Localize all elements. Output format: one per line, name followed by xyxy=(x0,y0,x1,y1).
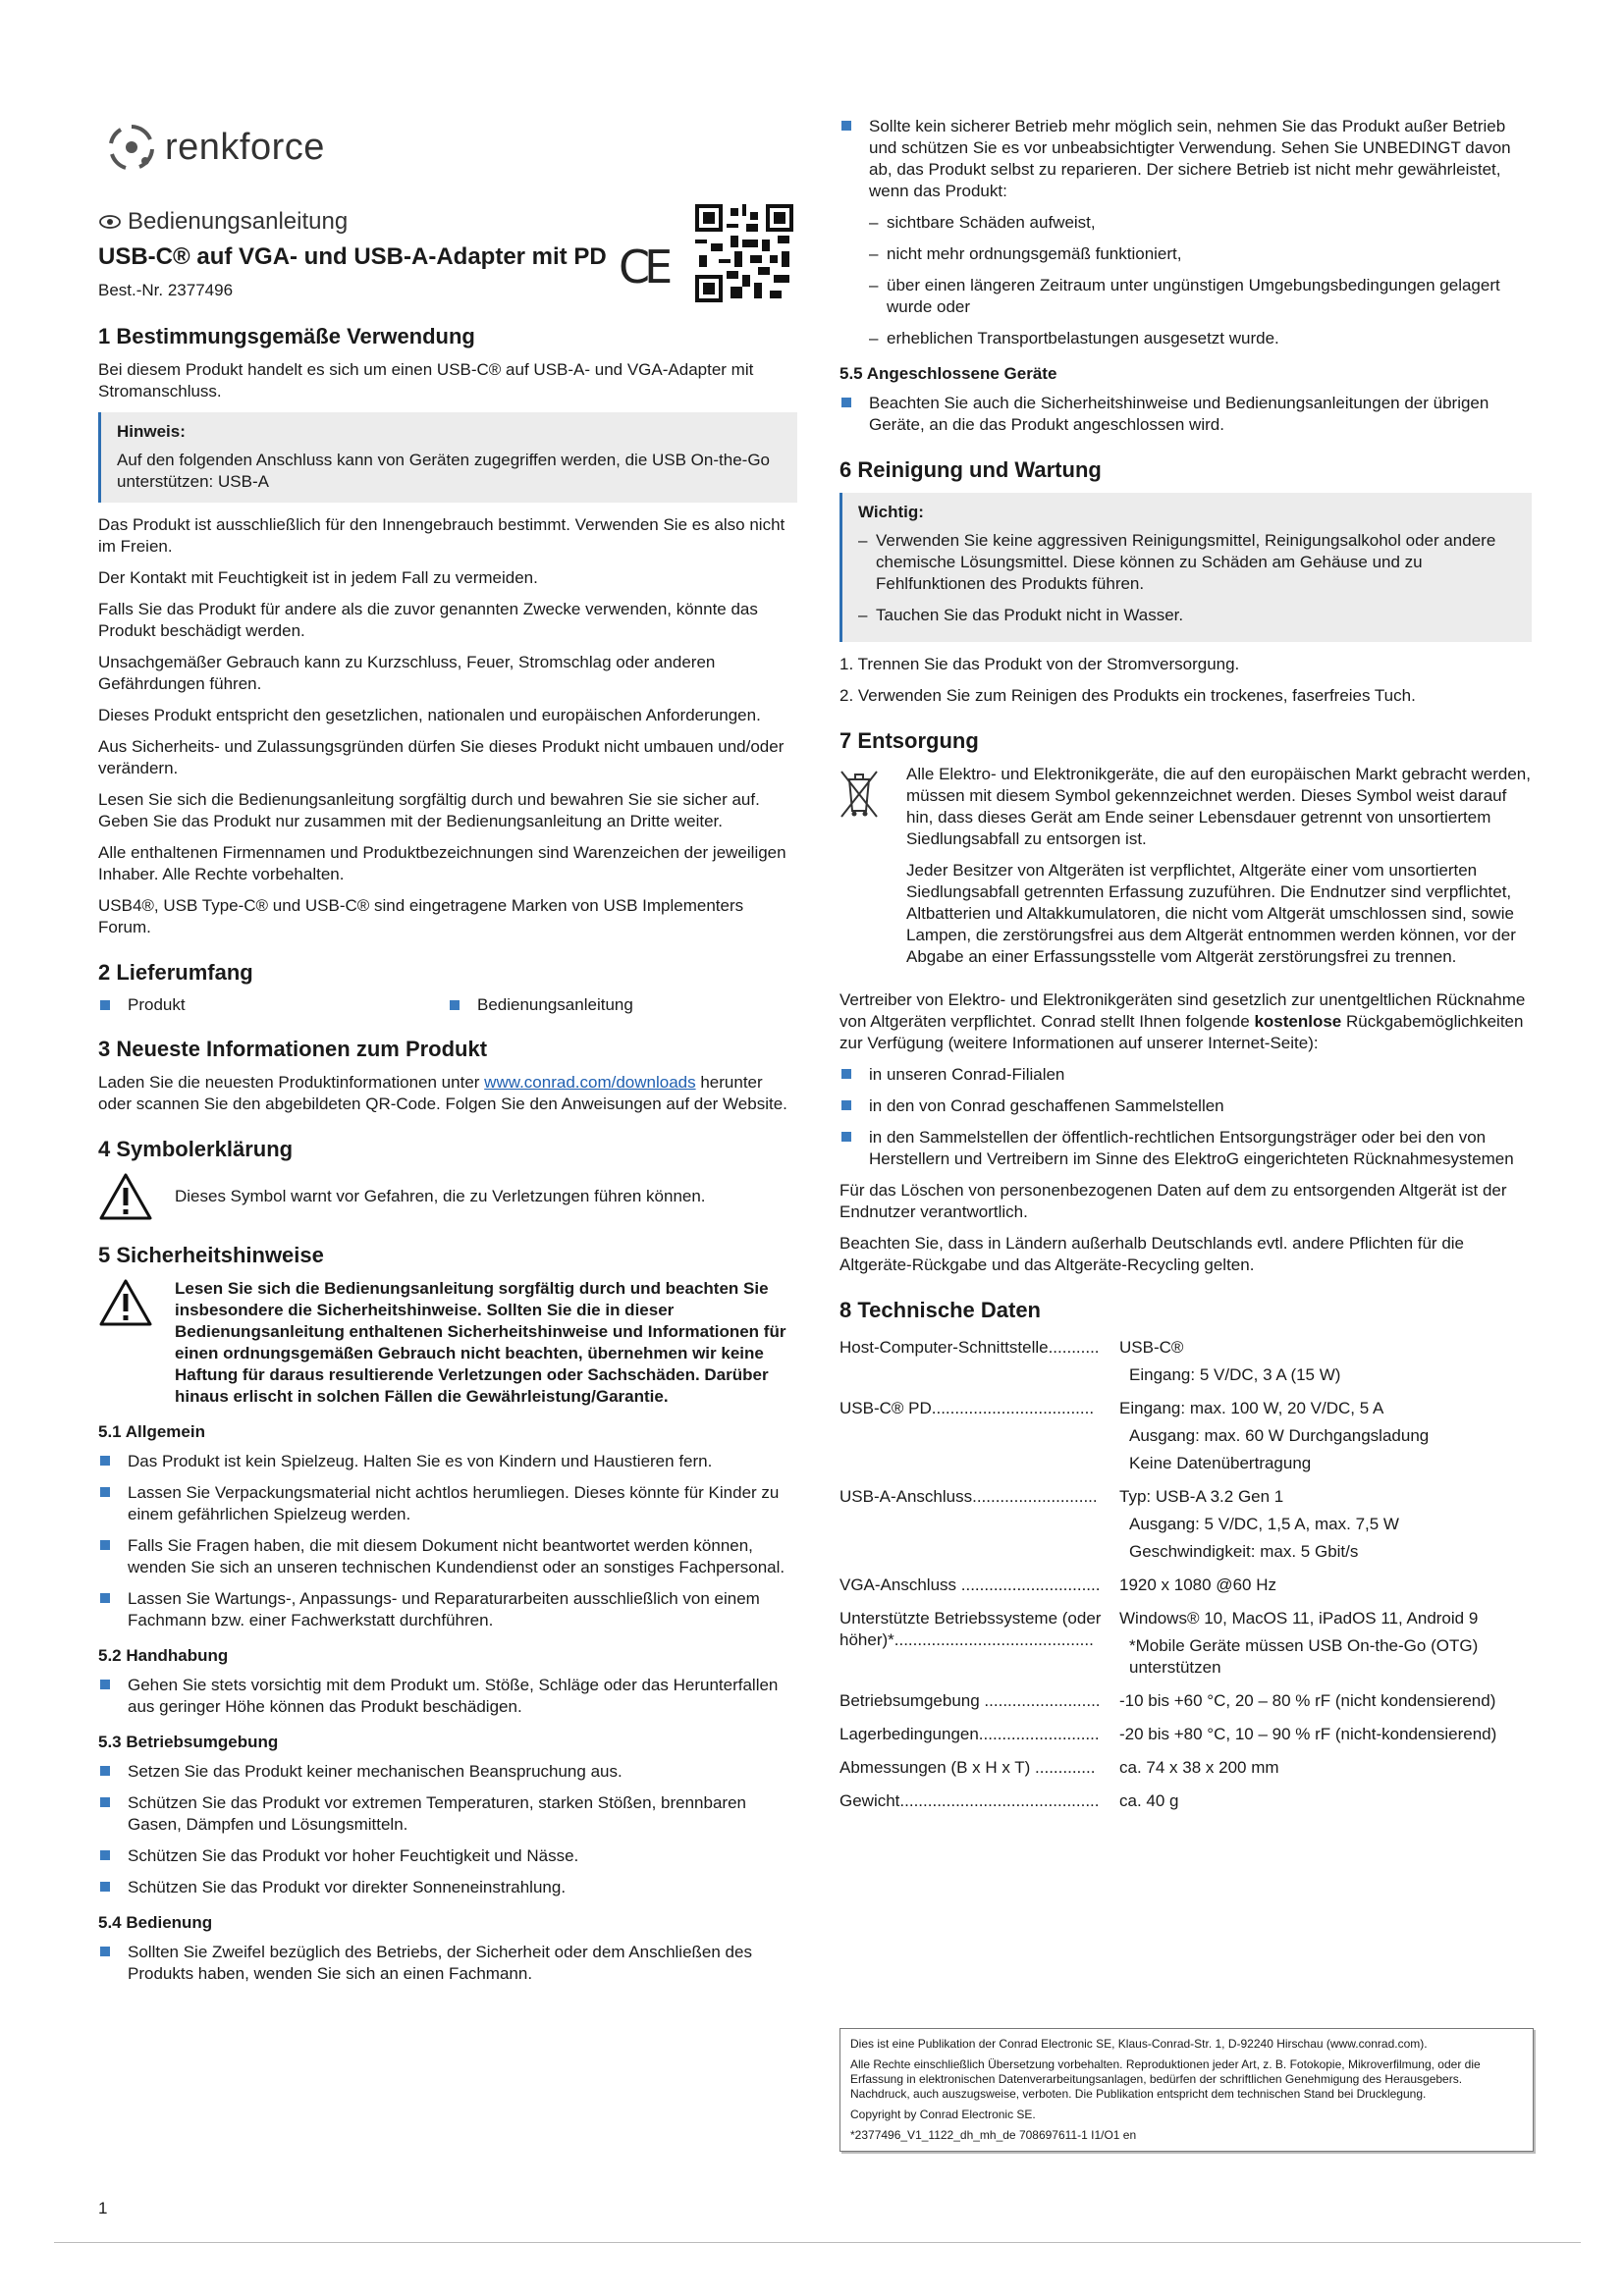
spec-values xyxy=(1119,1686,1532,1720)
dealer-text: Rückgabemöglichkeiten zur Verfügung (weitere Informationen auf unserer Internet-Seite): xyxy=(839,1012,1524,1052)
qr-code-icon xyxy=(695,204,793,302)
delivery-list xyxy=(98,995,797,1015)
spec-value: -10 bis +60 °C, 20 – 80 % rF (nicht kondensierend) xyxy=(1119,1691,1496,1710)
cleaning-step: 2. Verwenden Sie zum Reinigen des Produkts ein trockenes, faserfreies Tuch. xyxy=(839,686,1416,705)
spec-row xyxy=(839,1720,1532,1753)
section-5-3-heading: 5.3 Betriebsumgebung xyxy=(98,1733,279,1751)
disposal-paragraph: Für das Löschen von personenbezogenen Daten auf dem zu entsorgenden Altgerät ist der Endnutzer verantwortlich. xyxy=(839,1181,1507,1221)
product-title: USB-C® auf VGA- und USB-A-Adapter mit PD xyxy=(98,243,607,270)
section-2-heading: 2 Lieferumfang xyxy=(98,960,253,985)
imprint-box xyxy=(839,2028,1534,2152)
spec-value: Ausgang: 5 V/DC, 1,5 A, max. 7,5 W xyxy=(1129,1515,1399,1533)
dash-item: – sichtbare Schäden aufweist, xyxy=(869,212,1532,234)
spec-value: Windows® 10, MacOS 11, iPadOS 11, Android 9 xyxy=(1119,1609,1479,1628)
page-number: 1 xyxy=(98,2199,108,2217)
spec-key: Lagerbedingungen.......................... xyxy=(839,1725,1100,1743)
cleaning-step: 1. Trennen Sie das Produkt von der Stromversorgung. xyxy=(839,655,1240,673)
spec-row xyxy=(839,1753,1532,1787)
s1-intro: Bei diesem Produkt handelt es sich um einen USB-C® auf USB-A- und VGA-Adapter mit Stromanschluss. xyxy=(98,360,754,400)
spec-values xyxy=(1119,1753,1532,1787)
s51-list xyxy=(98,1451,797,1631)
left-column xyxy=(98,316,797,1995)
spec-key: Gewicht........................................... xyxy=(839,1791,1100,1810)
s1-paragraph: Unsachgemäßer Gebrauch kann zu Kurzschluss, Feuer, Stromschlag oder anderen Gefährdungen führen. xyxy=(98,653,716,693)
hint-text: Auf den folgenden Anschluss kann von Geräten zugegriffen werden, die USB On-the-Go unterstützen: USB-A xyxy=(117,451,770,491)
imprint-line: Copyright by Conrad Electronic SE. xyxy=(850,2108,1036,2121)
warning-triangle-icon xyxy=(98,1278,153,1327)
s1-paragraph: Falls Sie das Produkt für andere als die zuvor genannten Zwecke verwenden, könnte das Produkt beschädigt werden. xyxy=(98,600,758,640)
document-header xyxy=(98,208,797,300)
return-options xyxy=(839,1064,1532,1170)
s55-list xyxy=(839,393,1532,436)
list-item: Lassen Sie Wartungs-, Anpassungs- und Reparaturarbeiten ausschließlich von einem Fachmann bzw. einer Fachwerkstatt durchführen. xyxy=(98,1588,797,1631)
list-item: Gehen Sie stets vorsichtig mit dem Produkt um. Stöße, Schläge oder das Herunterfallen aus geringer Höhe können das Produkt beschädigen. xyxy=(98,1675,797,1718)
spec-value: ca. 40 g xyxy=(1119,1791,1179,1810)
section-6-heading: 6 Reinigung und Wartung xyxy=(839,457,1102,482)
important-box xyxy=(839,493,1532,642)
spec-value: Ausgang: max. 60 W Durchgangsladung xyxy=(1129,1426,1430,1445)
s53-list xyxy=(98,1761,797,1898)
s1-paragraph: Der Kontakt mit Feuchtigkeit ist in jedem Fall zu vermeiden. xyxy=(98,568,538,587)
dealer-paragraph xyxy=(839,989,1532,1054)
list-item: Lassen Sie Verpackungsmaterial nicht achtlos herumliegen. Dieses könnte für Kinder zu einem gefährlichen Spielzeug werden. xyxy=(98,1482,797,1525)
spec-value: 1920 x 1080 @60 Hz xyxy=(1119,1575,1276,1594)
dash-item: – über einen längeren Zeitraum unter ungünstigen Umgebungsbedingungen gelagert wurde oder xyxy=(869,275,1532,318)
spec-row xyxy=(839,1482,1532,1571)
dealer-bold: kostenlose xyxy=(1254,1012,1342,1031)
section-3-heading: 3 Neueste Informationen zum Produkt xyxy=(98,1037,488,1061)
list-item: in den von Conrad geschaffenen Sammelstellen xyxy=(839,1095,1532,1117)
spec-values xyxy=(1119,1571,1532,1604)
spec-row xyxy=(839,1604,1532,1686)
section-5-5-heading: 5.5 Angeschlossene Geräte xyxy=(839,364,1057,383)
spec-row xyxy=(839,1333,1532,1394)
weee-paragraph: Jeder Besitzer von Altgeräten ist verpflichtet, Altgeräte einer vom unsortierten Siedlungsabfall getrennten Erfassung zuzuführen. Die Endnutzer sind verpflichtet, Altbatterien und Altakkumulatoren, die nicht vom Altgerät umschlossen sind, sowie Lampen, die zerstörungsfrei aus dem Altgerät entnommen werden können, vor der Abgabe an einer Erfassungsstelle vom Altgerät zerstörungsfrei zu trennen. xyxy=(906,861,1516,966)
spec-key: USB-A-Anschluss........................... xyxy=(839,1487,1098,1506)
section-5-4-heading: 5.4 Bedienung xyxy=(98,1913,213,1932)
warning-symbol-text: Dieses Symbol warnt vor Gefahren, die zu Verletzungen führen können. xyxy=(175,1187,706,1205)
section-7-heading: 7 Entsorgung xyxy=(839,728,979,753)
section-1-heading: 1 Bestimmungsgemäße Verwendung xyxy=(98,324,475,348)
spec-value: -20 bis +80 °C, 10 – 90 % rF (nicht-kondensierend) xyxy=(1119,1725,1497,1743)
imprint-line: *2377496_V1_1122_dh_mh_de 708697611-1 I1/O1 en xyxy=(850,2128,1137,2142)
weee-paragraph: Alle Elektro- und Elektronikgeräte, die auf den europäischen Markt gebracht werden, müssen mit diesem Symbol gekennzeichnet werden. Dieses Symbol weist darauf hin, dass dieses Gerät am Ende seiner Lebensdauer getrennt von unsortiertem Siedlungsabfall zu entsorgen ist. xyxy=(906,765,1531,848)
spec-value: Geschwindigkeit: max. 5 Gbit/s xyxy=(1129,1542,1359,1561)
spec-row xyxy=(839,1571,1532,1604)
dash-item: – nicht mehr ordnungsgemäß funktioniert, xyxy=(869,243,1532,265)
section-5-2-heading: 5.2 Handhabung xyxy=(98,1646,229,1665)
doc-type: Bedienungsanleitung xyxy=(128,208,349,235)
s3-text xyxy=(98,1072,797,1115)
s54-list-continued xyxy=(839,116,1532,202)
spec-key: Unterstützte Betriebssysteme (oder höher)*........................................... xyxy=(839,1609,1102,1649)
dash-item: – Verwenden Sie keine aggressiven Reinigungsmittel, Reinigungsalkohol oder andere chemische Lösungsmittel. Diese können zu Schäden am Gehäuse und zu Fehlfunktionen des Produkts führen. xyxy=(858,530,1518,595)
spec-row xyxy=(839,1686,1532,1720)
list-item: Beachten Sie auch die Sicherheitshinweise und Bedienungsanleitungen der übrigen Geräte, an die das Produkt angeschlossen wird. xyxy=(839,393,1532,436)
section-8-heading: 8 Technische Daten xyxy=(839,1298,1041,1322)
footer-rule xyxy=(54,2242,1581,2243)
spec-values xyxy=(1119,1604,1532,1686)
delivery-item: Bedienungsanleitung xyxy=(448,995,797,1015)
list-item: Schützen Sie das Produkt vor extremen Temperaturen, starken Stößen, brennbaren Gasen, Dämpfen und Lösungsmitteln. xyxy=(98,1792,797,1836)
eye-icon xyxy=(98,214,122,230)
s54-list xyxy=(98,1942,797,1985)
delivery-item: Produkt xyxy=(98,995,448,1015)
s54-dash-list xyxy=(869,212,1532,349)
doc-type-line xyxy=(98,208,797,236)
right-column xyxy=(839,116,1532,1820)
spec-table xyxy=(839,1333,1532,1820)
s1-paragraph: Das Produkt ist ausschließlich für den Innengebrauch bestimmt. Verwenden Sie es also nicht im Freien. xyxy=(98,515,785,556)
spec-key: Abmessungen (B x H x T) ............. xyxy=(839,1758,1096,1777)
weee-text xyxy=(906,764,1532,978)
spec-value: Typ: USB-A 3.2 Gen 1 xyxy=(1119,1487,1284,1506)
downloads-link[interactable]: www.conrad.com/downloads xyxy=(484,1073,696,1092)
spec-value: *Mobile Geräte müssen USB On-the-Go (OTG) unterstützen xyxy=(1129,1636,1479,1677)
imprint-line: Alle Rechte einschließlich Übersetzung vorbehalten. Reproduktionen jeder Art, z. B. Fotokopie, Mikroverfilmung, oder die Erfassung in elektronischen Datenverarbeitungsanlagen, bedürfen der schriftlichen Genehmigung des Herausgebers. Nachdruck, auch auszugsweise, verboten. Die Publikation entspricht dem technischen Stand bei Drucklegung. xyxy=(850,2057,1481,2101)
list-item: Schützen Sie das Produkt vor direkter Sonneneinstrahlung. xyxy=(98,1877,797,1898)
hint-title: Hinweis: xyxy=(117,422,186,441)
spec-value: USB-C® xyxy=(1119,1338,1184,1357)
spec-value: ca. 74 x 38 x 200 mm xyxy=(1119,1758,1279,1777)
section-5-1-heading: 5.1 Allgemein xyxy=(98,1422,205,1441)
spec-value: Eingang: max. 100 W, 20 V/DC, 5 A xyxy=(1119,1399,1384,1417)
weee-block xyxy=(839,764,1532,978)
spec-values xyxy=(1119,1333,1532,1394)
ce-mark-icon: CE xyxy=(619,240,668,294)
spec-values xyxy=(1119,1720,1532,1753)
important-list xyxy=(858,530,1518,626)
list-item: Falls Sie Fragen haben, die mit diesem Dokument nicht beantwortet werden können, wenden Sie sich an unseren technischen Kundendienst oder an sonstiges Fachpersonal. xyxy=(98,1535,797,1578)
brand-name: renkforce xyxy=(165,126,325,168)
symbol-explanation xyxy=(98,1172,797,1221)
spec-table-body xyxy=(839,1333,1532,1820)
s1-paragraph: Aus Sicherheits- und Zulassungsgründen dürfen Sie dieses Produkt nicht umbauen und/oder verändern. xyxy=(98,737,785,777)
list-item: in unseren Conrad-Filialen xyxy=(839,1064,1532,1086)
spec-value: Keine Datenübertragung xyxy=(1129,1454,1312,1472)
list-item: in den Sammelstellen der öffentlich-rechtlichen Entsorgungsträger oder bei den von Herstellern und Vertreibern im Sinne des ElektroG eingerichteten Rücknahmesystemen xyxy=(839,1127,1532,1170)
important-title: Wichtig: xyxy=(858,503,924,521)
spec-key: USB-C® PD................................... xyxy=(839,1399,1095,1417)
section-5-heading: 5 Sicherheitshinweise xyxy=(98,1243,324,1267)
safety-warning-text: Lesen Sie sich die Bedienungsanleitung sorgfältig durch und beachten Sie insbesondere die Sicherheitshinweise. Sollten Sie die in dieser Bedienungsanleitung enthaltenen Sicherheitshinweise und Informationen für einen ordnungsgemäßen Gebrauch nicht beachten, übernehmen wir keine Haftung für daraus resultierende Verletzungen oder Sachschäden. Darüber hinaus erlischt in solchen Fällen die Gewährleistung/Garantie. xyxy=(175,1279,786,1406)
dash-item: – erheblichen Transportbelastungen ausgesetzt wurde. xyxy=(869,328,1532,349)
safety-warning xyxy=(98,1278,797,1408)
list-item: Das Produkt ist kein Spielzeug. Halten Sie es von Kindern und Haustieren fern. xyxy=(98,1451,797,1472)
dash-item: – Tauchen Sie das Produkt nicht in Wasser. xyxy=(858,605,1518,626)
spec-key: VGA-Anschluss .............................. xyxy=(839,1575,1101,1594)
crossed-bin-icon xyxy=(839,768,879,821)
list-item: Schützen Sie das Produkt vor hoher Feuchtigkeit und Nässe. xyxy=(98,1845,797,1867)
imprint-line: Dies ist eine Publikation der Conrad Electronic SE, Klaus-Conrad-Str. 1, D-92240 Hirschau (www.conrad.com). xyxy=(850,2037,1428,2051)
spec-values xyxy=(1119,1394,1532,1482)
hint-box xyxy=(98,412,797,503)
order-number: Best.-Nr. 2377496 xyxy=(98,281,234,299)
warning-triangle-icon xyxy=(98,1172,153,1221)
dealer-text: Vertreiber von Elektro- und Elektronikgeräten sind gesetzlich zur unentgeltlichen Rücknahme von Altgeräten verpflichtet. Conrad stellt Ihnen folgende xyxy=(839,990,1526,1031)
list-item: Setzen Sie das Produkt keiner mechanischen Beanspruchung aus. xyxy=(98,1761,797,1783)
spec-values xyxy=(1119,1482,1532,1571)
s3-text-before: Laden Sie die neuesten Produktinformationen unter xyxy=(98,1073,485,1092)
s1-paragraph: Lesen Sie sich die Bedienungsanleitung sorgfältig durch und bewahren Sie sie sicher auf. Geben Sie das Produkt nur zusammen mit der Bedienungsanleitung an Dritte weiter. xyxy=(98,790,760,830)
disposal-paragraph: Beachten Sie, dass in Ländern außerhalb Deutschlands evtl. andere Pflichten für die Altgeräte-Rückgabe und das Altgeräte-Recycling gelten. xyxy=(839,1234,1465,1274)
spec-key: Betriebsumgebung ......................... xyxy=(839,1691,1101,1710)
spec-key: Host-Computer-Schnittstelle........... xyxy=(839,1338,1100,1357)
s3-text-after: herunter oder scannen Sie den abgebildeten QR-Code. Folgen Sie den Anweisungen auf der Website. xyxy=(98,1073,787,1113)
spec-row xyxy=(839,1787,1532,1820)
spec-row xyxy=(839,1394,1532,1482)
brand-logo xyxy=(106,122,325,173)
s52-list xyxy=(98,1675,797,1718)
s1-paragraph: USB4®, USB Type-C® und USB-C® sind eingetragene Marken von USB Implementers Forum. xyxy=(98,896,744,936)
list-item: Sollten Sie Zweifel bezüglich des Betriebs, der Sicherheit oder dem Anschließen des Produkts haben, wenden Sie sich an einen Fachmann. xyxy=(98,1942,797,1985)
s1-paragraph: Dieses Produkt entspricht den gesetzlichen, nationalen und europäischen Anforderungen. xyxy=(98,706,761,724)
s1-paragraph: Alle enthaltenen Firmennamen und Produktbezeichnungen sind Warenzeichen der jeweiligen Inhaber. Alle Rechte vorbehalten. xyxy=(98,843,786,883)
list-item: Sollte kein sicherer Betrieb mehr möglich sein, nehmen Sie das Produkt außer Betrieb und schützen Sie es vor unbeabsichtigter Verwendung. Sehen Sie UNBEDINGT davon ab, das Produkt selbst zu reparieren. Der sichere Betrieb ist nicht mehr gewährleistet, wenn das Produkt: xyxy=(839,116,1532,202)
spec-values xyxy=(1119,1787,1532,1820)
spec-value: Eingang: 5 V/DC, 3 A (15 W) xyxy=(1129,1365,1341,1384)
renkforce-logo-icon xyxy=(106,122,157,173)
section-4-heading: 4 Symbolerklärung xyxy=(98,1137,294,1161)
